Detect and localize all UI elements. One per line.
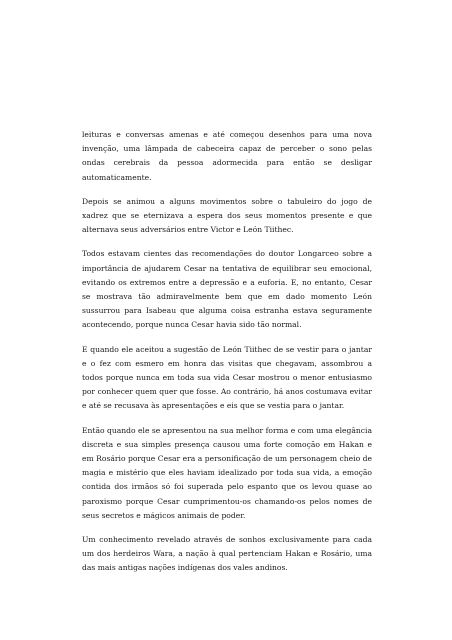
paragraph-4: E quando ele aceitou a sugestão de León Tiithec de se vestir para o jantar e o fez com esmero em honra das visitas que chegavam, assombrou a todos porque nunca em toda sua vida Cesar mostrou o menor entusiasmo por conhecer quem quer que fosse. Ao contrário, há anos costumava evitar e até se recusava às apresentações e eis que se vestia para o jantar. — [82, 344, 372, 411]
paragraph-3: Todos estavam cientes das recomendações do doutor Longarceo sobre a importância de ajudarem Cesar na tentativa de equilibrar seu emocional, evitando os extremos entre a depressão e a euforia. E, no entanto, Cesar se mostrava tão admiravelmente bem que em dado momento León sussurrou para Isabeau que alguma coisa estranha estava seguramente acontecendo, porque nunca Cesar havia sido tão normal. — [82, 249, 372, 330]
paragraph-5: Então quando ele se apresentou na sua melhor forma e com uma elegância discreta e sua simples presença causou uma forte comoção em Hakan e em Rosário porque Cesar era a personificação de um personagem cheio de magia e mistério que eles haviam idealizado por toda sua vida, a emoção contida dos irmãos só foi superada pelo espanto que os levou quase ao paroxismo porque Cesar cumprimentou-os chamando-os pelos nomes de seus secretos e mágicos animais de poder. — [82, 425, 373, 520]
paragraph-2: Depois se animou a alguns movimentos sobre o tabuleiro do jogo de xadrez que se eternizava a espera dos seus momentos presente e que alternava seus adversários entre Victor e León Tiithec. — [82, 196, 372, 235]
paragraph-6: Um conhecimento revelado através de sonhos exclusivamente para cada um dos herdeiros Wara, a nação à qual pertenciam Hakan e Rosário, uma das mais antigas nações indígenas dos vales andinos. — [82, 535, 372, 573]
paragraph-1: leituras e conversas amenas e até começou desenhos para uma nova invenção, uma lâmpada de cabeceira capaz de perceber o sono pelas ondas cerebrais da pessoa adormecida para então se desligar automaticamente. — [82, 130, 372, 182]
document-page — [82, 128, 372, 586]
